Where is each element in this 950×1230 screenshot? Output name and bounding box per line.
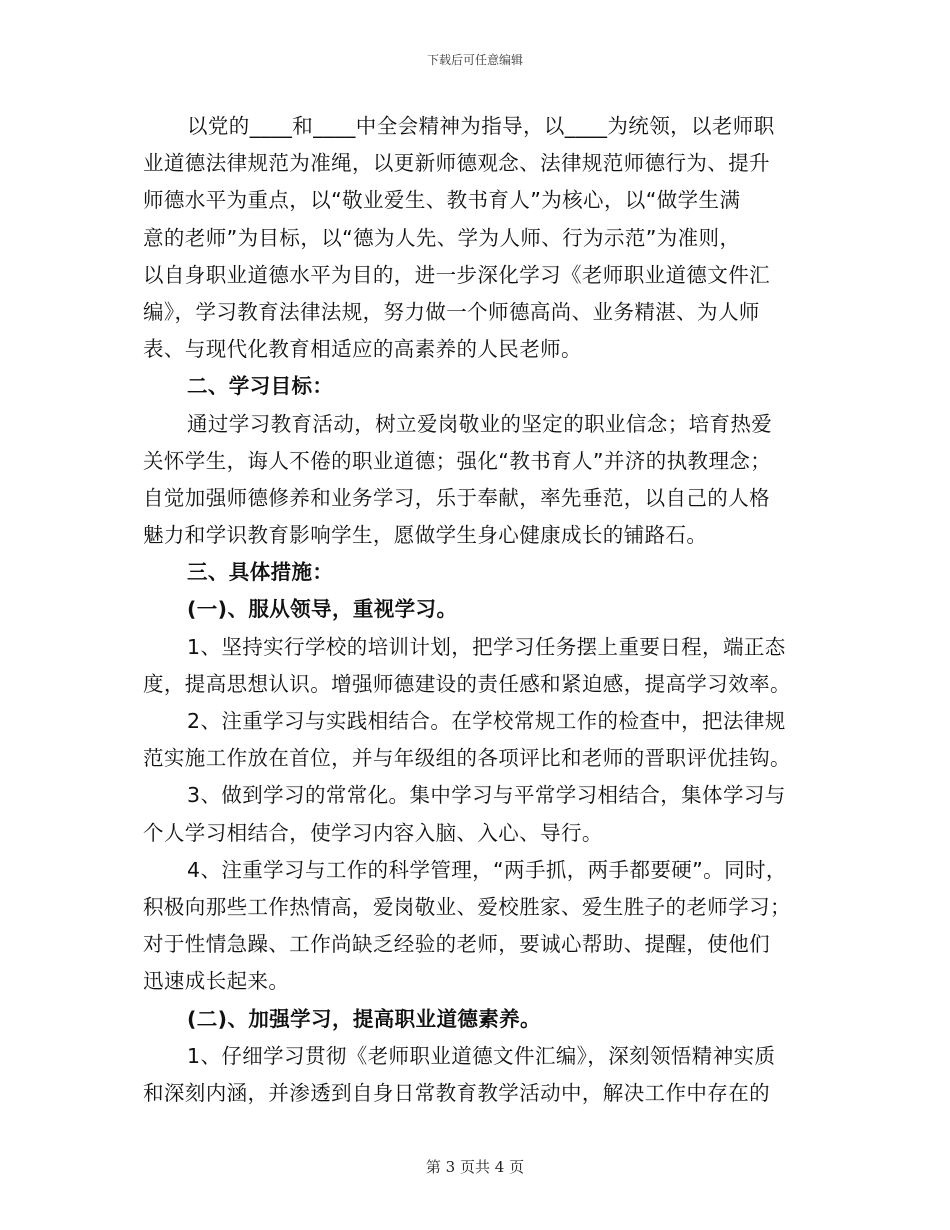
paragraph-line: 编》，学习教育法律法规，努力做一个师德高尚、业务精湛、为人师 [143, 299, 760, 324]
paragraph-line: 魅力和学识教育影响学生，愿做学生身心健康成长的铺路石。 [143, 523, 708, 548]
paragraph-line: 1、坚持实行学校的培训计划，把学习任务摆上重要日程，端正态 [187, 634, 786, 659]
paragraph-line: 迅速成长起来。 [143, 969, 290, 994]
paragraph-line: 师德水平为重点，以“敬业爱生、教书育人”为核心，以“做学生满 [143, 188, 741, 213]
paragraph-line: 1、仔细学习贯彻《老师职业道德文件汇编》，深刻领悟精神实质 [187, 1043, 776, 1068]
paragraph-line: 度，提高思想认识。增强师德建设的责任感和紧迫感，提高学习效率。 [143, 671, 791, 696]
page-header: 下载后可任意编辑 [426, 53, 523, 67]
page-footer: 第 3 页共 4 页 [425, 1158, 525, 1176]
paragraph-line: 个人学习相结合，使学习内容入脑、入心、导行。 [143, 820, 603, 845]
paragraph-line: 2、注重学习与实践相结合。在学校常规工作的检查中，把法律规 [187, 709, 786, 733]
section-heading: 二、学习目标： [187, 374, 334, 399]
paragraph-line: 3、做到学习的常常化。集中学习与平常学习相结合，集体学习与 [187, 783, 786, 808]
subsection-heading: (一)、服从领导，重视学习。 [187, 597, 458, 622]
subsection-heading: (二)、加强学习，提高职业道德素养。 [187, 1006, 541, 1031]
section-heading: 三、具体措施： [187, 560, 334, 585]
paragraph-line: 4、注重学习与工作的科学管理，“两手抓，两手都要硬”。同时， [187, 857, 787, 882]
paragraph-line: 对于性情急躁、工作尚缺乏经验的老师，要诚心帮助、提醒，使他们 [143, 932, 770, 957]
paragraph-line: 和深刻内涵，并渗透到自身日常教育教学活动中，解决工作中存在的 [143, 1080, 770, 1105]
paragraph-line: 意的老师”为目标，以“德为人先、学为人师、行为示范”为准则， [143, 225, 741, 250]
paragraph-line: 自觉加强师德修养和业务学习，乐于奉献，率先垂范，以自己的人格 [143, 485, 770, 510]
paragraph-line: 通过学习教育活动，树立爱岗敬业的坚定的职业信念；培育热爱 [187, 411, 773, 436]
paragraph-line: 关怀学生，诲人不倦的职业道德；强化“教书育人”并济的执教理念； [143, 448, 772, 473]
paragraph-line: 范实施工作放在首位，并与年级组的各项评比和老师的晋职评优挂钩。 [143, 746, 791, 771]
paragraph-line: 积极向那些工作热情高，爱岗敬业、爱校胜家、爱生胜子的老师学习； [143, 894, 791, 919]
paragraph-line: 业道德法律规范为准绳，以更新师德观念、法律规范师德行为、提升 [143, 151, 770, 176]
paragraph-line: 以自身职业道德水平为目的，进一步深化学习《老师职业道德文件汇 [143, 262, 770, 287]
document-body [143, 108, 823, 1112]
paragraph-line: 以党的____和____中全会精神为指导，以____为统领，以老师职 [187, 114, 775, 138]
paragraph-line: 表、与现代化教育相适应的高素养的人民老师。 [143, 337, 582, 362]
